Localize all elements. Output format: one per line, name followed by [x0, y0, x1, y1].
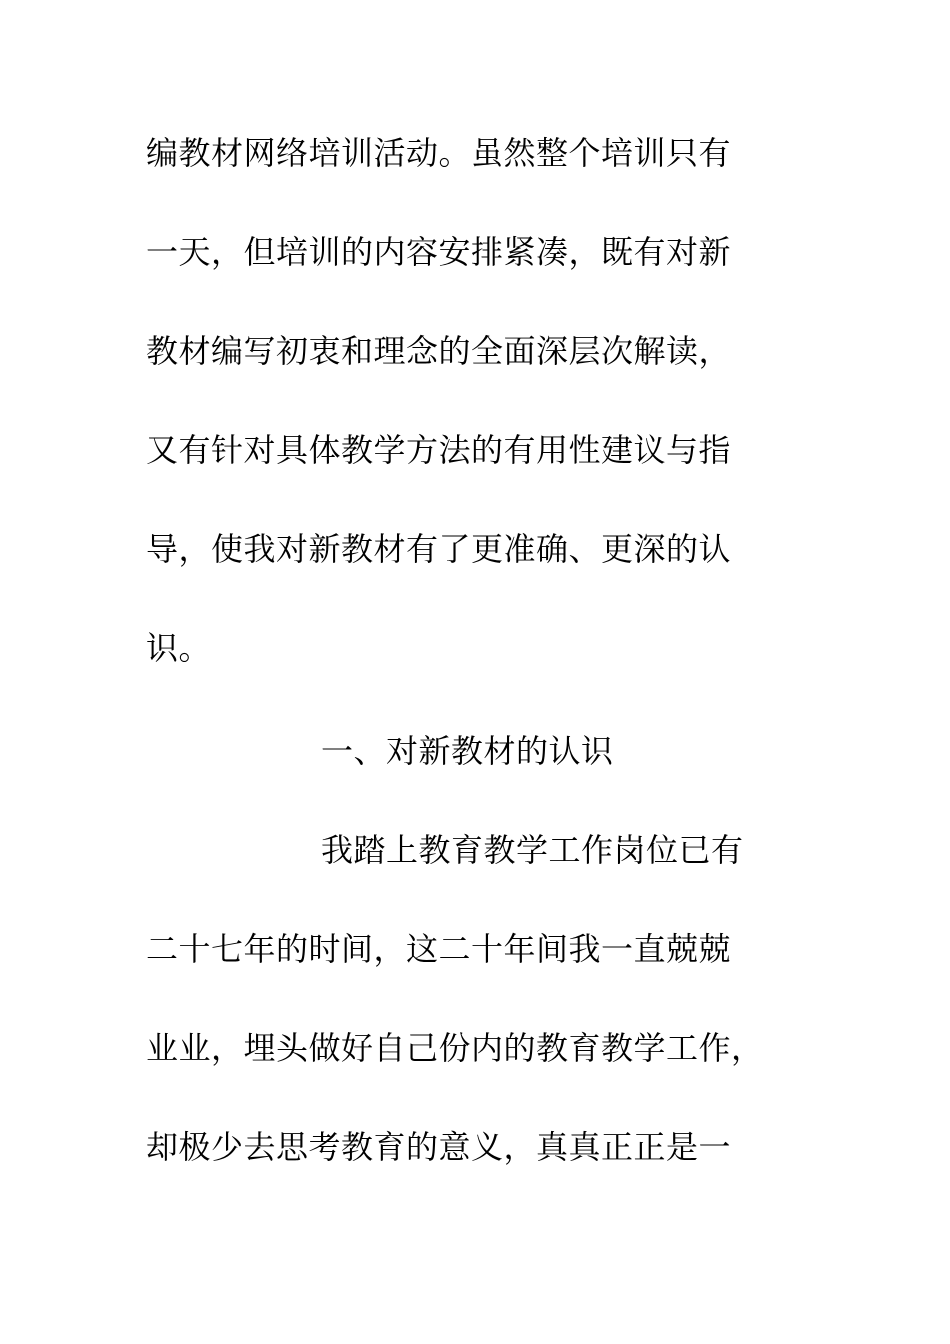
paragraph-line: 教材编写初衷和理念的全面深层次解读， — [146, 332, 732, 370]
paragraph-line: 二十七年的时间，这二十年间我一直兢兢 — [146, 930, 732, 968]
paragraph-line: 导，使我对新教材有了更准确、更深的认 — [146, 530, 732, 568]
paragraph-line: 又有针对具体教学方法的有用性建议与指 — [146, 431, 732, 469]
section-heading: 一、对新教材的认识 — [321, 732, 614, 770]
paragraph-line: 编教材网络培训活动。虽然整个培训只有 — [146, 134, 732, 172]
paragraph-line: 我踏上教育教学工作岗位已有 — [321, 831, 744, 869]
paragraph-line: 识。 — [146, 629, 212, 667]
paragraph-line: 业业，埋头做好自己份内的教育教学工作， — [146, 1029, 764, 1067]
paragraph-line: 一天，但培训的内容安排紧凑，既有对新 — [146, 233, 732, 271]
paragraph-line: 却极少去思考教育的意义，真真正正是一 — [146, 1128, 732, 1166]
